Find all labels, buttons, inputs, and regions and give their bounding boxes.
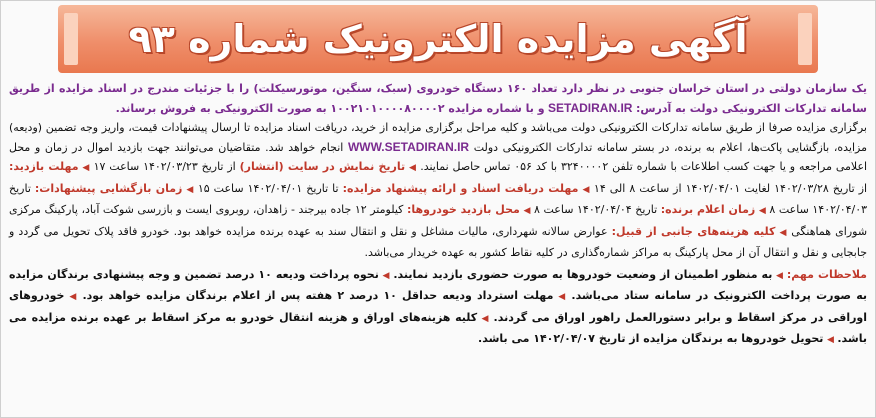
schedule-text: از تاریخ ۱۴۰۲/۰۳/۲۳ ساعت ۱۷ — [93, 160, 236, 173]
bullet-triangle-icon: ◀ — [481, 313, 490, 324]
note-item: مهلت استرداد ودیعه حداقل ۱۰ درصد ۲ هفته پس از اعلام برندگان مزایده خواهد بود. — [82, 289, 554, 302]
schedule-label: زمان اعلام برنده: — [660, 203, 756, 216]
intro-lead-end: و با شماره مزایده ۱۰۰۲۱۰۱۰۰۰۰۸۰۰۰۰۲ به صورت الکترونیکی به فروش برساند. — [115, 101, 545, 115]
schedule-text: از تاریخ ۱۴۰۲/۰۳/۲۸ لغایت ۱۴۰۲/۰۴/۰۱ از ساعت ۸ الی ۱۴ — [593, 181, 868, 195]
bullet-triangle-icon: ◀ — [558, 292, 567, 302]
notes-paragraph — [9, 265, 867, 351]
note-item: به منظور اطمینان از وضعیت خودروها به صورت حضوری بازدید نمایند. — [393, 267, 773, 281]
bullet-triangle-icon: ◀ — [523, 206, 531, 216]
intro-lead: یک سازمان دولتی در استان خراسان جنوبی در نظر دارد — [561, 82, 867, 95]
bullet-triangle-icon: ◀ — [779, 227, 788, 238]
note-item: خودروهای اوراقی در مرکز اسقاط و برابر دستورالعمل راهور اوراق می گردند. — [9, 289, 868, 324]
intro-lead-rest: تعداد ۱۶۰ دستگاه خودروی (سبک، سنگین، موتورسیکلت) را با جزئیات مندرج در اسناد مزایده از طریق سامانه تدارکات الکترونیکی دولت به آدرس: — [9, 82, 867, 115]
schedule-label: مهلت بازدید: — [9, 160, 79, 173]
schedule-label: زمان بازگشایی پیشنهادات: — [34, 181, 183, 195]
notes-label: ملاحظات مهم: — [786, 267, 867, 281]
schedule-label: تاریخ نمایش در سایت (انتشار) — [239, 160, 406, 173]
ad-title: آگهی مزایده الکترونیک شماره ۹۳ — [128, 17, 748, 61]
schedule-text: تا تاریخ ۱۴۰۲/۰۴/۰۱ ساعت ۱۵ — [197, 181, 339, 195]
bullet-triangle-icon: ◀ — [82, 163, 90, 173]
note-item: نحوه پرداخت ودیعه ۱۰ درصد تضمین و وجه پیشنهادی برندگان مزایده به صورت پرداخت الکترونیک در سامانه ستاد می‌باشد. — [9, 267, 868, 302]
bullet-triangle-icon: ◀ — [776, 270, 784, 281]
schedule-text: تاریخ ۱۴۰۲/۰۴/۰۳ ساعت ۸ — [9, 181, 868, 216]
costs-text: عوارض سالانه شهرداری، مالیات مشاغل و نقل و انتقال سند به عهده برنده مزایده خواهد بود. خودرو فاقد پلاک تحویل می گردد و جابجایی و نقل و انتقال آن از محل پارکینگ به مراکز شماره‌گذاری در کلیه نقاط کشور به عهده خریدار می‌باشد. — [9, 224, 867, 259]
bullet-triangle-icon: ◀ — [186, 184, 194, 195]
intro-paragraph — [9, 79, 867, 118]
schedule-label: محل بازدید خودروها: — [406, 203, 520, 216]
bullet-triangle-icon: ◀ — [826, 335, 834, 345]
website-link-www[interactable]: WWW.SETADIRAN.IR — [347, 139, 470, 154]
ad-body — [9, 79, 867, 351]
bullet-triangle-icon: ◀ — [758, 206, 766, 216]
schedule-label: مهلت دریافت اسناد و ارائه پیشنهاد مزایده: — [342, 181, 579, 195]
procedure-text-end: انجام خواهد شد. متقاضیان می‌توانند جهت بازدید اموال در زمان و محل اعلامی مراجعه و یا جهت کسب اطلاعات با شماره تلفن ۳۲۴۰۰۰۰۲ با کد ۰۵۶ تماس حاصل نمایند. — [9, 140, 868, 173]
procedure-text: برگزاری مزایده صرفا از طریق سامانه تدارکات الکترونیکی دولت می‌باشد و کلیه مراحل برگزاری مزایده از خرید، دریافت اسناد مزایده تا ارسال پیشنهادات قیمت، واریز وجه تضمین (ودیعه) مزایده، بازگشایی پاکت‌ها، اعلام به برنده، در بستر سامانه تدارکات الکترونیکی دولت — [9, 121, 868, 154]
bullet-triangle-icon: ◀ — [409, 163, 417, 173]
website-link[interactable]: SETADIRAN.IR — [548, 100, 633, 115]
procedure-paragraph — [9, 118, 867, 263]
costs-label: کلیه هزینه‌های جانبی از قبیل: — [611, 224, 776, 238]
schedule-text: کیلومتر ۱۲ جاده بیرجند - زاهدان، روبروی ایست و بازرسی شوکت آباد، پارکینگ مرکزی شورای هماهنگی — [9, 203, 868, 238]
bullet-triangle-icon: ◀ — [382, 270, 390, 281]
ad-header-banner — [58, 5, 818, 73]
bullet-triangle-icon: ◀ — [582, 184, 590, 195]
note-item: تحویل خودروها به برندگان مزایده از تاریخ ۱۴۰۲/۰۴/۰۷ می باشد. — [478, 332, 824, 345]
schedule-text: تاریخ ۱۴۰۲/۰۴/۰۴ ساعت ۸ — [534, 203, 658, 216]
bullet-triangle-icon: ◀ — [69, 292, 78, 302]
note-item: کلیه هزینه‌های اوراق و هزینه انتقال خودرو به مرکز اسقاط بر عهده برنده مزایده می باشد. — [9, 310, 867, 345]
